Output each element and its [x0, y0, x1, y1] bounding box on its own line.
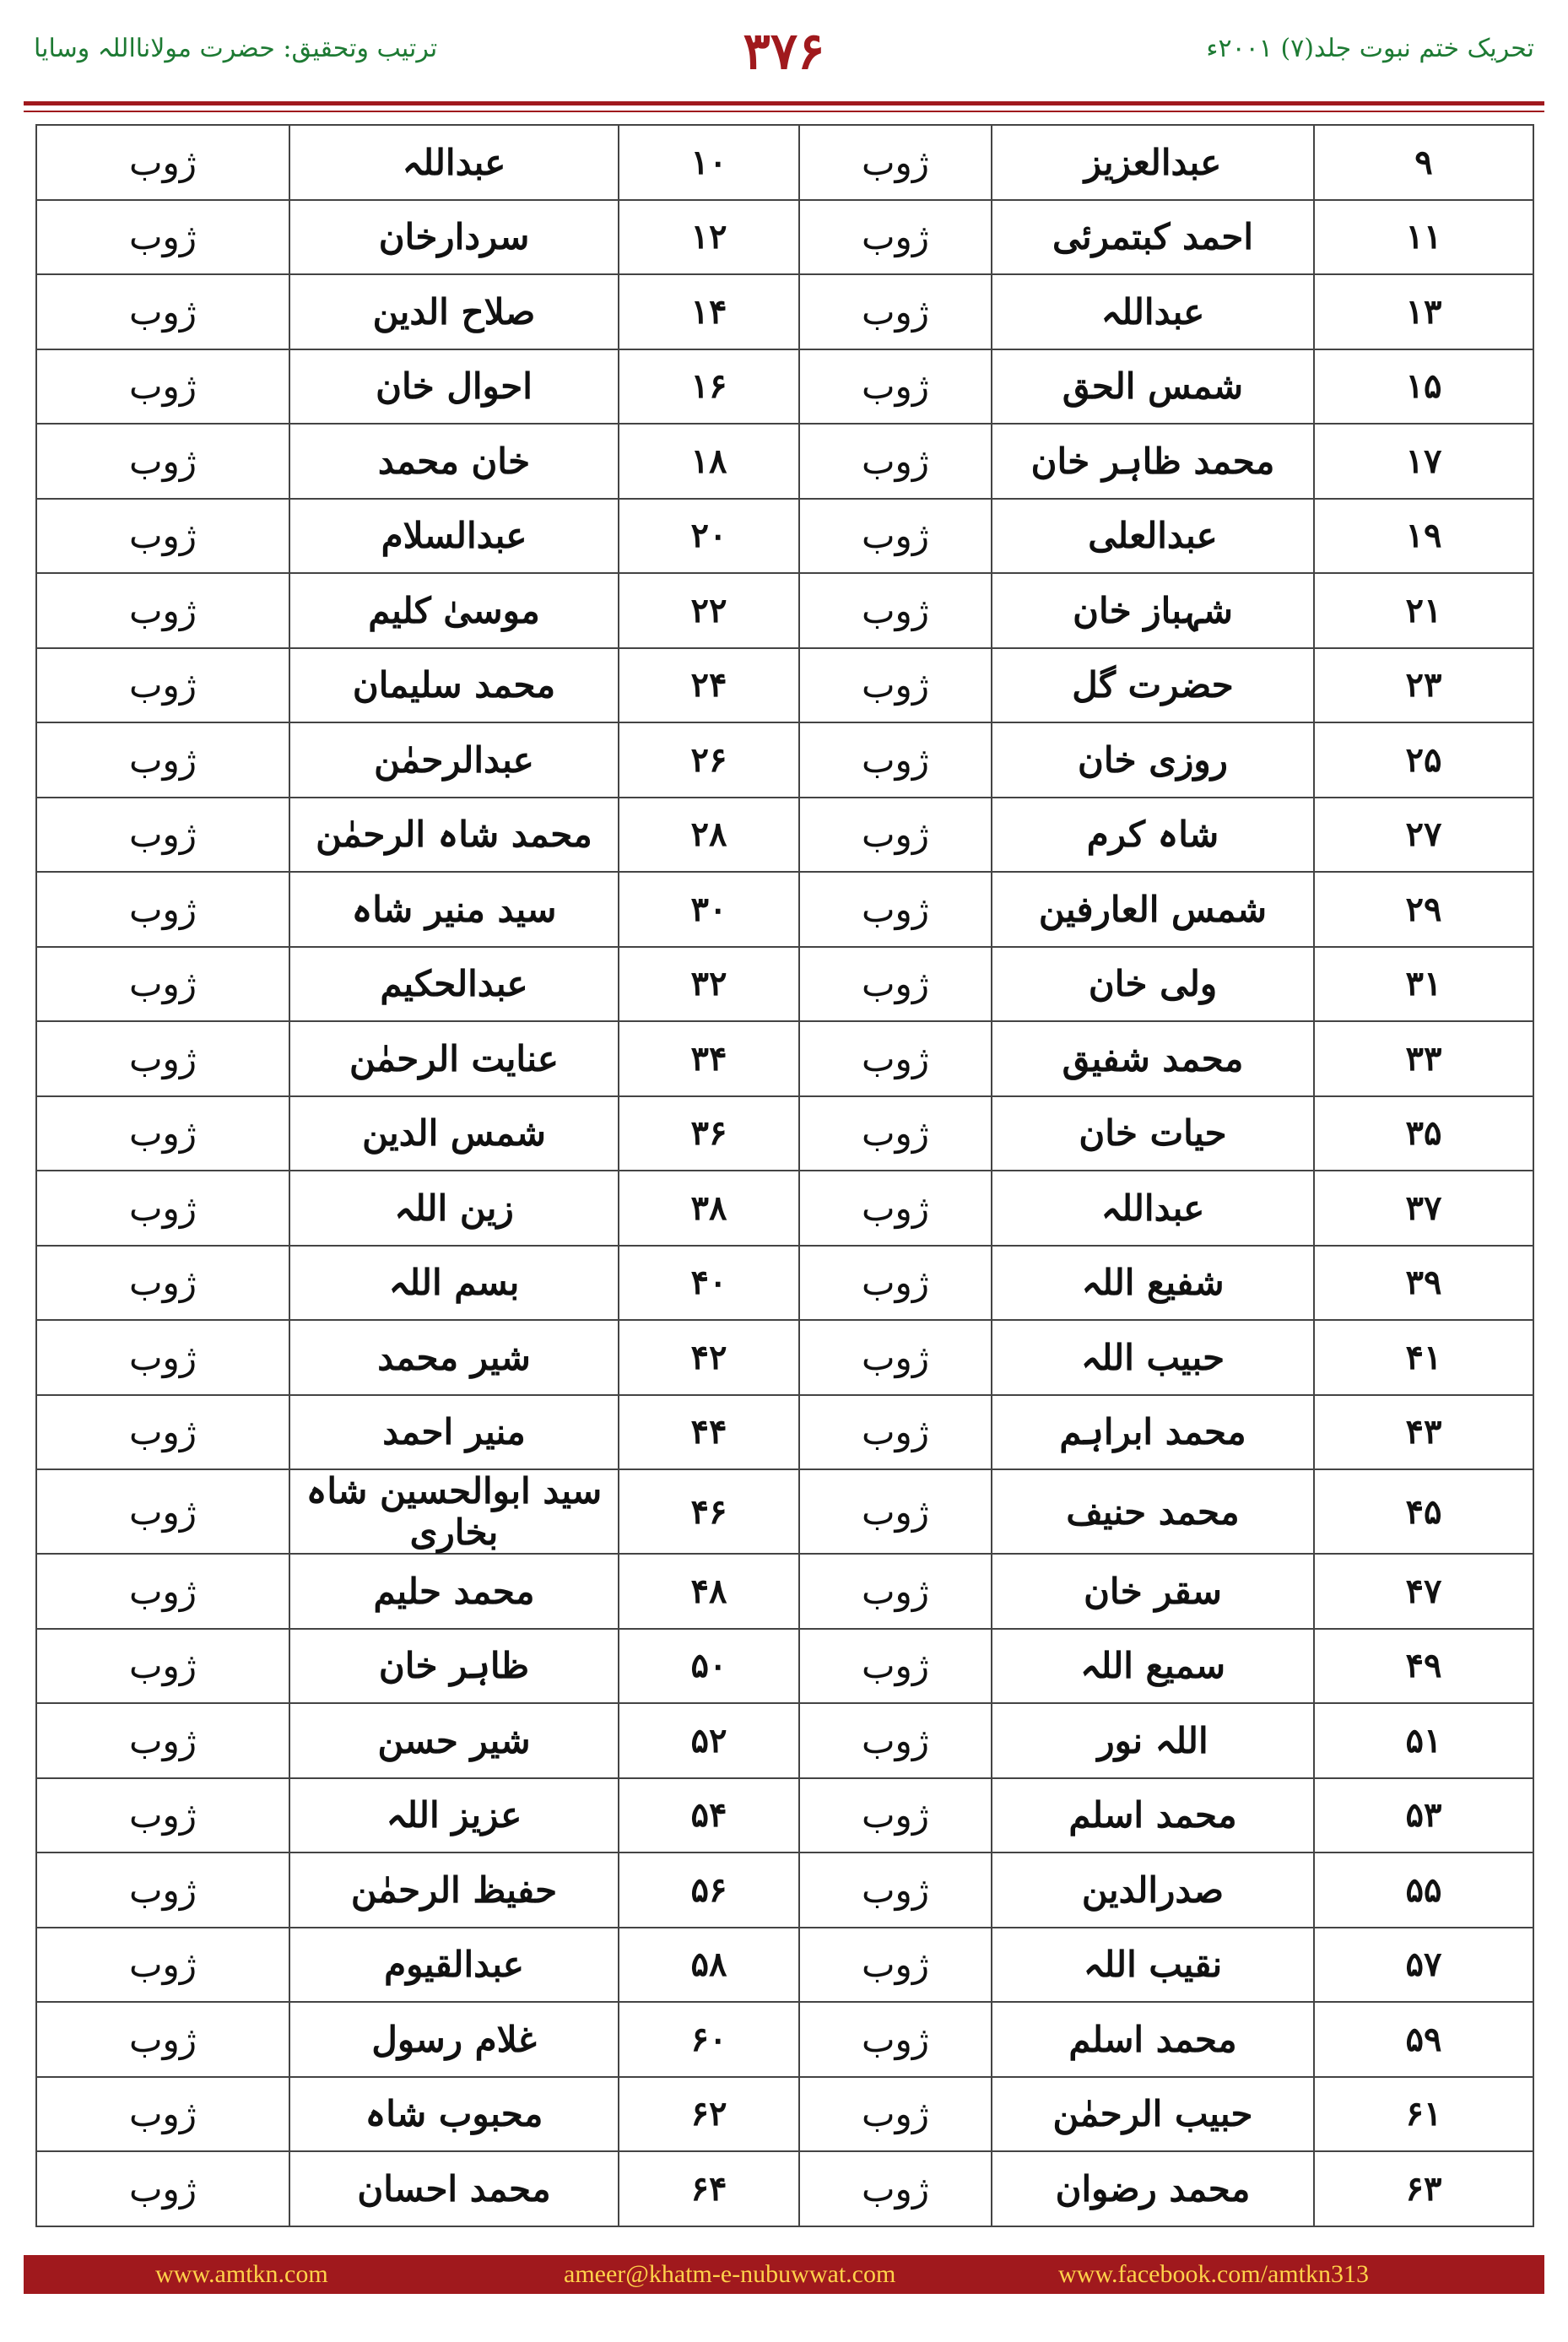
table-row [36, 947, 1533, 1022]
row-city-cell: ژوب [36, 349, 289, 425]
row-name-cell: محمد اسلم [992, 2002, 1314, 2077]
row-city-cell: ژوب [799, 274, 992, 349]
row-city-cell: ژوب [36, 2151, 289, 2226]
row-name-cell: سردارخان [289, 200, 619, 275]
row-number-cell: ۲۳ [1314, 648, 1533, 723]
row-city-cell: ژوب [36, 2002, 289, 2077]
table-row [36, 872, 1533, 947]
row-number-cell: ۵۵ [1314, 1853, 1533, 1928]
row-number-cell: ۴۴ [619, 1395, 799, 1470]
table-row [36, 1703, 1533, 1778]
row-name-cell: شفیع اللہ [992, 1246, 1314, 1321]
row-name-cell: محمد اسلم [992, 1778, 1314, 1853]
row-number-cell: ۴۵ [1314, 1469, 1533, 1554]
row-number-cell: ۵۰ [619, 1629, 799, 1704]
row-name-cell: شمس العارفین [992, 872, 1314, 947]
row-city-cell: ژوب [799, 947, 992, 1022]
names-table-body [36, 125, 1533, 2226]
row-number-cell: ۶۴ [619, 2151, 799, 2226]
row-name-cell: عبدالعزیز [992, 125, 1314, 200]
table-row [36, 424, 1533, 499]
row-name-cell: محمد رضوان [992, 2151, 1314, 2226]
table-row [36, 1320, 1533, 1395]
row-city-cell: ژوب [36, 1853, 289, 1928]
row-city-cell: ژوب [799, 798, 992, 873]
footer-facebook-link[interactable]: www.facebook.com/amtkn313 [1058, 2260, 1369, 2288]
row-city-cell: ژوب [799, 1469, 992, 1554]
row-name-cell: عنایت الرحمٰن [289, 1021, 619, 1096]
row-number-cell: ۲۲ [619, 573, 799, 648]
table-row [36, 499, 1533, 574]
row-city-cell: ژوب [799, 349, 992, 425]
row-number-cell: ۲۹ [1314, 872, 1533, 947]
row-city-cell: ژوب [36, 573, 289, 648]
row-name-cell: محمد سلیمان [289, 648, 619, 723]
row-name-cell: شاہ کرم [992, 798, 1314, 873]
row-name-cell: محمد حنیف [992, 1469, 1314, 1554]
names-table [35, 124, 1534, 2227]
row-city-cell: ژوب [36, 648, 289, 723]
row-city-cell: ژوب [36, 125, 289, 200]
row-city-cell: ژوب [799, 648, 992, 723]
row-name-cell: عبداللہ [289, 125, 619, 200]
row-number-cell: ۵۷ [1314, 1928, 1533, 2003]
table-row [36, 1096, 1533, 1171]
row-city-cell: ژوب [36, 1469, 289, 1554]
row-number-cell: ۳۹ [1314, 1246, 1533, 1321]
row-name-cell: محمد حلیم [289, 1554, 619, 1629]
row-number-cell: ۳۶ [619, 1096, 799, 1171]
row-city-cell: ژوب [799, 1395, 992, 1470]
row-city-cell: ژوب [36, 1171, 289, 1246]
row-name-cell: عبدالسلام [289, 499, 619, 574]
row-number-cell: ۳۸ [619, 1171, 799, 1246]
row-name-cell: ولی خان [992, 947, 1314, 1022]
table-row [36, 1246, 1533, 1321]
row-number-cell: ۴۹ [1314, 1629, 1533, 1704]
row-number-cell: ۱۰ [619, 125, 799, 200]
table-row [36, 2077, 1533, 2152]
row-city-cell: ژوب [36, 1778, 289, 1853]
row-name-cell: عبداللہ [992, 274, 1314, 349]
table-row [36, 1778, 1533, 1853]
table-row [36, 798, 1533, 873]
row-number-cell: ۵۳ [1314, 1778, 1533, 1853]
table-row [36, 1928, 1533, 2003]
row-name-cell: شمس الدین [289, 1096, 619, 1171]
footer-website-link[interactable]: www.amtkn.com [155, 2260, 328, 2288]
row-name-cell: عبدالعلی [992, 499, 1314, 574]
row-city-cell: ژوب [799, 499, 992, 574]
row-city-cell: ژوب [799, 872, 992, 947]
row-name-cell: صلاح الدین [289, 274, 619, 349]
row-name-cell: سمیع اللہ [992, 1629, 1314, 1704]
table-row [36, 274, 1533, 349]
row-city-cell: ژوب [799, 2077, 992, 2152]
row-name-cell: شہباز خان [992, 573, 1314, 648]
row-number-cell: ۱۳ [1314, 274, 1533, 349]
row-number-cell: ۳۲ [619, 947, 799, 1022]
row-number-cell: ۴۰ [619, 1246, 799, 1321]
row-number-cell: ۵۶ [619, 1853, 799, 1928]
row-city-cell: ژوب [36, 722, 289, 798]
page-footer [24, 2255, 1544, 2294]
row-city-cell: ژوب [36, 1928, 289, 2003]
row-city-cell: ژوب [36, 424, 289, 499]
row-number-cell: ۱۹ [1314, 499, 1533, 574]
row-number-cell: ۴۷ [1314, 1554, 1533, 1629]
row-name-cell: احوال خان [289, 349, 619, 425]
row-city-cell: ژوب [799, 722, 992, 798]
row-number-cell: ۳۴ [619, 1021, 799, 1096]
row-name-cell: شمس الحق [992, 349, 1314, 425]
row-number-cell: ۴۶ [619, 1469, 799, 1554]
row-city-cell: ژوب [36, 499, 289, 574]
row-number-cell: ۳۷ [1314, 1171, 1533, 1246]
row-name-cell: سید منیر شاہ [289, 872, 619, 947]
row-city-cell: ژوب [799, 2002, 992, 2077]
row-city-cell: ژوب [36, 1320, 289, 1395]
row-name-cell: عبدالحکیم [289, 947, 619, 1022]
row-number-cell: ۱۷ [1314, 424, 1533, 499]
row-city-cell: ژوب [36, 947, 289, 1022]
table-row [36, 200, 1533, 275]
row-name-cell: عبداللہ [992, 1171, 1314, 1246]
row-name-cell: موسیٰ کلیم [289, 573, 619, 648]
header-divider-thick [24, 101, 1544, 105]
row-number-cell: ۳۰ [619, 872, 799, 947]
row-number-cell: ۶۰ [619, 2002, 799, 2077]
row-number-cell: ۱۸ [619, 424, 799, 499]
table-row [36, 1629, 1533, 1704]
row-number-cell: ۱۵ [1314, 349, 1533, 425]
table-row [36, 573, 1533, 648]
row-number-cell: ۴۱ [1314, 1320, 1533, 1395]
row-name-cell: محمد احسان [289, 2151, 619, 2226]
header-book-title: تحریک ختم نبوت جلد(۷) ۲۰۰۱ء [1206, 34, 1534, 63]
row-number-cell: ۵۱ [1314, 1703, 1533, 1778]
table-row [36, 1853, 1533, 1928]
table-row [36, 1395, 1533, 1470]
row-city-cell: ژوب [799, 1778, 992, 1853]
row-city-cell: ژوب [36, 1554, 289, 1629]
row-city-cell: ژوب [36, 798, 289, 873]
row-number-cell: ۳۵ [1314, 1096, 1533, 1171]
row-name-cell: سقر خان [992, 1554, 1314, 1629]
row-name-cell: زین اللہ [289, 1171, 619, 1246]
table-row [36, 1021, 1533, 1096]
row-number-cell: ۵۴ [619, 1778, 799, 1853]
row-city-cell: ژوب [799, 1171, 992, 1246]
row-name-cell: حضرت گل [992, 648, 1314, 723]
row-number-cell: ۲۷ [1314, 798, 1533, 873]
row-city-cell: ژوب [36, 1703, 289, 1778]
row-city-cell: ژوب [799, 125, 992, 200]
row-number-cell: ۶۲ [619, 2077, 799, 2152]
row-number-cell: ۲۶ [619, 722, 799, 798]
row-name-cell: عبدالرحمٰن [289, 722, 619, 798]
row-city-cell: ژوب [799, 1554, 992, 1629]
row-city-cell: ژوب [36, 1629, 289, 1704]
row-name-cell: سید ابوالحسین شاہ بخاری [289, 1469, 619, 1554]
row-name-cell: غلام رسول [289, 2002, 619, 2077]
row-number-cell: ۵۸ [619, 1928, 799, 2003]
row-name-cell: عزیز اللہ [289, 1778, 619, 1853]
row-number-cell: ۲۵ [1314, 722, 1533, 798]
page-number: ۳۷۶ [743, 22, 825, 81]
row-number-cell: ۴۸ [619, 1554, 799, 1629]
row-name-cell: محمد شاہ الرحمٰن [289, 798, 619, 873]
row-city-cell: ژوب [36, 200, 289, 275]
header-divider-thin [24, 111, 1544, 112]
row-name-cell: حیات خان [992, 1096, 1314, 1171]
row-name-cell: صدرالدین [992, 1853, 1314, 1928]
row-name-cell: نقیب اللہ [992, 1928, 1314, 2003]
table-row [36, 349, 1533, 425]
row-number-cell: ۹ [1314, 125, 1533, 200]
row-number-cell: ۶۱ [1314, 2077, 1533, 2152]
row-city-cell: ژوب [799, 2151, 992, 2226]
row-name-cell: حفیظ الرحمٰن [289, 1853, 619, 1928]
row-number-cell: ۵۹ [1314, 2002, 1533, 2077]
row-name-cell: محمد شفیق [992, 1021, 1314, 1096]
row-name-cell: منیر احمد [289, 1395, 619, 1470]
row-number-cell: ۳۳ [1314, 1021, 1533, 1096]
table-row [36, 1554, 1533, 1629]
row-city-cell: ژوب [799, 1928, 992, 2003]
row-number-cell: ۱۱ [1314, 200, 1533, 275]
table-row [36, 1469, 1533, 1554]
row-city-cell: ژوب [36, 1021, 289, 1096]
row-number-cell: ۱۶ [619, 349, 799, 425]
row-city-cell: ژوب [36, 2077, 289, 2152]
row-name-cell: اللہ نور [992, 1703, 1314, 1778]
table-row [36, 648, 1533, 723]
row-number-cell: ۲۰ [619, 499, 799, 574]
footer-email-link[interactable]: ameer@khatm-e-nubuwwat.com [564, 2260, 896, 2288]
row-city-cell: ژوب [36, 1395, 289, 1470]
row-name-cell: احمد کبتمرئی [992, 200, 1314, 275]
row-number-cell: ۲۱ [1314, 573, 1533, 648]
row-city-cell: ژوب [799, 200, 992, 275]
row-number-cell: ۱۲ [619, 200, 799, 275]
row-name-cell: شیر محمد [289, 1320, 619, 1395]
table-row [36, 125, 1533, 200]
row-number-cell: ۴۳ [1314, 1395, 1533, 1470]
row-number-cell: ۶۳ [1314, 2151, 1533, 2226]
row-name-cell: محمد ظاہر خان [992, 424, 1314, 499]
row-name-cell: محمد ابراہم [992, 1395, 1314, 1470]
row-number-cell: ۱۴ [619, 274, 799, 349]
row-city-cell: ژوب [799, 1096, 992, 1171]
row-city-cell: ژوب [36, 274, 289, 349]
row-city-cell: ژوب [799, 1703, 992, 1778]
row-number-cell: ۵۲ [619, 1703, 799, 1778]
table-row [36, 2151, 1533, 2226]
row-city-cell: ژوب [799, 1021, 992, 1096]
row-number-cell: ۲۴ [619, 648, 799, 723]
row-city-cell: ژوب [799, 1320, 992, 1395]
row-name-cell: محبوب شاہ [289, 2077, 619, 2152]
page-header [0, 0, 1568, 110]
row-city-cell: ژوب [799, 1853, 992, 1928]
row-city-cell: ژوب [799, 1629, 992, 1704]
row-city-cell: ژوب [36, 1246, 289, 1321]
row-name-cell: روزی خان [992, 722, 1314, 798]
row-city-cell: ژوب [799, 424, 992, 499]
table-row [36, 722, 1533, 798]
row-number-cell: ۲۸ [619, 798, 799, 873]
row-name-cell: حبیب اللہ [992, 1320, 1314, 1395]
row-name-cell: بسم اللہ [289, 1246, 619, 1321]
row-city-cell: ژوب [799, 573, 992, 648]
row-name-cell: شیر حسن [289, 1703, 619, 1778]
header-compiler-credit: ترتیب وتحقیق: حضرت مولانااللہ وسایا [34, 34, 438, 63]
row-number-cell: ۳۱ [1314, 947, 1533, 1022]
table-row [36, 2002, 1533, 2077]
row-name-cell: حبیب الرحمٰن [992, 2077, 1314, 2152]
table-row [36, 1171, 1533, 1246]
row-name-cell: خان محمد [289, 424, 619, 499]
row-city-cell: ژوب [36, 1096, 289, 1171]
row-number-cell: ۴۲ [619, 1320, 799, 1395]
row-city-cell: ژوب [36, 872, 289, 947]
row-city-cell: ژوب [799, 1246, 992, 1321]
row-name-cell: عبدالقیوم [289, 1928, 619, 2003]
row-name-cell: ظاہر خان [289, 1629, 619, 1704]
